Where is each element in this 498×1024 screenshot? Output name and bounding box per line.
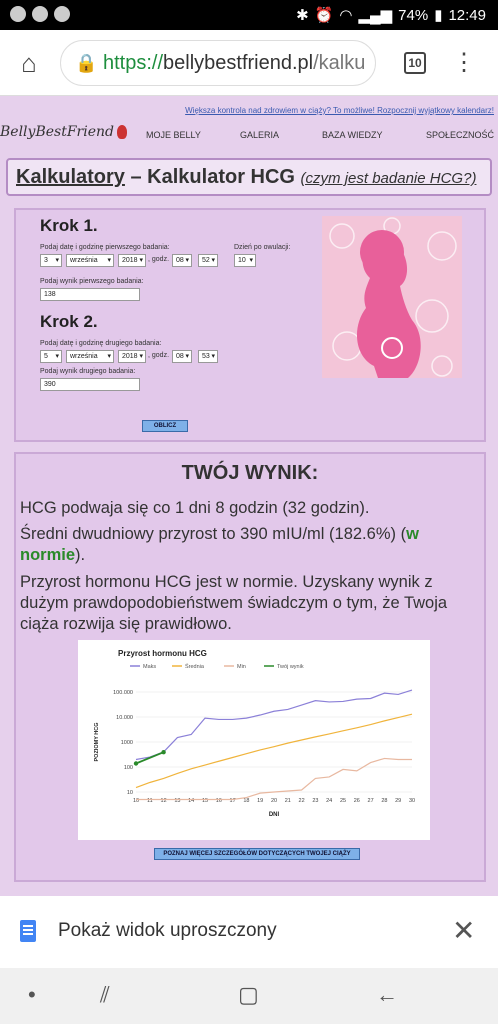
document-icon	[20, 920, 36, 942]
result-panel	[14, 452, 486, 882]
your-result-point	[161, 750, 165, 754]
y-tick-label: 10	[126, 790, 133, 796]
step1-minute-select[interactable]: 52 ▾	[198, 254, 218, 267]
main-nav	[146, 130, 498, 140]
home-icon[interactable]: ⌂	[21, 48, 37, 78]
simplified-view-banner	[0, 896, 498, 968]
promo-link[interactable]: Większa kontrola nad zdrowiem w ciąży? To możliwe! Rozpocznij wyjątkowy kalendarz!	[185, 106, 494, 115]
step2-date-label: Podaj datę i godzinę drugiego badania:	[40, 340, 162, 347]
interpretation-text: Przyrost hormonu HCG jest w normie. Uzyskany wynik z dużym prawdopodobieństwem świadczym o tym, że Twoja ciąża rozwija się prawidłowo.	[20, 573, 448, 633]
step2-year-select[interactable]: 2018 ▾	[118, 350, 146, 363]
hcg-info-link[interactable]: (czym jest badanie HCG?)	[300, 170, 477, 187]
step1-heading: Krok 1.	[40, 216, 98, 235]
dot-icon[interactable]: •	[28, 982, 36, 1007]
url-protocol: https://	[103, 52, 164, 74]
step2-day-select[interactable]: 5 ▾	[40, 350, 62, 363]
lock-icon: 🔒	[75, 53, 98, 73]
x-tick-label: 29	[395, 798, 402, 804]
pregnant-woman-illustration	[322, 216, 462, 378]
record-icon	[32, 6, 48, 22]
step1-day-select[interactable]: 3 ▾	[40, 254, 62, 267]
x-tick-label: 28	[381, 798, 388, 804]
x-axis-label: DNI	[268, 812, 280, 818]
chat-icon	[10, 6, 26, 22]
y-tick-label: 10.000	[116, 715, 133, 721]
x-tick-label: 23	[312, 798, 319, 804]
nav-galeria[interactable]: GALERIA	[240, 130, 280, 140]
series-line-min	[136, 758, 412, 799]
calculate-button[interactable]: OBLICZ	[142, 420, 188, 432]
logo-text: BellyBestFriend	[0, 124, 114, 140]
browser-toolbar	[0, 30, 498, 96]
x-tick-label: 27	[367, 798, 374, 804]
logo-mark-icon	[117, 125, 127, 139]
nav-baza-wiedzy[interactable]: BAZA WIEDZY	[322, 130, 383, 140]
x-tick-label: 12	[160, 798, 167, 804]
x-tick-label: 21	[284, 798, 291, 804]
notification-icons	[10, 6, 70, 22]
x-tick-label: 18	[243, 798, 250, 804]
step2-result-label: Podaj wynik drugiego badania:	[40, 368, 136, 375]
x-tick-label: 10	[132, 798, 140, 804]
ovulation-day-select[interactable]: 10 ▾	[234, 254, 256, 267]
x-tick-label: 20	[270, 798, 278, 804]
back-arrow-icon[interactable]: ←	[376, 982, 398, 1007]
x-tick-label: 17	[229, 798, 236, 804]
signal-icon: ▂▄▆	[358, 7, 393, 24]
step2-month-select[interactable]: września ▾	[66, 350, 114, 363]
x-tick-label: 30	[408, 798, 416, 804]
trash-icon	[54, 6, 70, 22]
growth-text-end: ).	[75, 546, 86, 564]
hcg-chart-svg	[78, 640, 430, 840]
step1-date-label: Podaj datę i godzinę pierwszego badania:	[40, 244, 170, 251]
pregnant-woman-icon	[322, 216, 462, 378]
step2-result-input[interactable]: 390	[40, 378, 140, 391]
series-line-twój-wynik	[136, 752, 164, 763]
doubling-time-text: HCG podwaja się co 1 dni 8 godzin (32 godzin).	[20, 499, 370, 517]
legend-label: Min	[237, 664, 246, 670]
page-title-text: – Kalkulator HCG	[124, 166, 301, 188]
x-tick-label: 11	[146, 798, 153, 804]
step2-godz-label: , godz.	[148, 352, 170, 359]
x-tick-label: 16	[215, 798, 222, 804]
page-title-box	[6, 158, 492, 196]
step2-heading: Krok 2.	[40, 312, 98, 331]
hcg-chart	[78, 640, 430, 840]
step1-year-select[interactable]: 2018 ▾	[118, 254, 146, 267]
chart-title: Przyrost hormonu HCG	[118, 649, 207, 658]
page-title	[16, 166, 476, 189]
y-axis-label: POZIOMY HCG	[94, 722, 100, 762]
legend-label: Maks	[143, 664, 157, 670]
simplified-view-link[interactable]: Pokaż widok uproszczony	[58, 920, 277, 941]
alarm-icon: ⏰	[314, 7, 334, 24]
y-tick-label: 1000	[120, 740, 133, 746]
more-details-button[interactable]: POZNAJ WIĘCEJ SZCZEGÓŁÓW DOTYCZĄCYCH TWOJEJ CIĄŻY	[154, 848, 360, 860]
x-tick-label: 14	[188, 798, 195, 804]
home-square-icon[interactable]: ▢	[238, 982, 259, 1007]
step1-result-label: Podaj wynik pierwszego badania:	[40, 278, 144, 285]
battery-icon: ▮	[434, 7, 443, 24]
result-title: TWÓJ WYNIK:	[181, 462, 319, 484]
ovulation-label: Dzień po owulacji:	[234, 244, 291, 251]
site-logo[interactable]	[0, 124, 127, 140]
step1-godz-label: , godz.	[148, 256, 170, 263]
address-bar[interactable]	[60, 40, 376, 86]
normal-status-badge: w normie	[20, 525, 419, 564]
step2-minute-select[interactable]: 53 ▾	[198, 350, 218, 363]
y-tick-label: 100.000	[113, 690, 133, 696]
growth-text	[20, 524, 482, 566]
clock: 12:49	[448, 6, 486, 24]
your-result-point	[134, 761, 138, 765]
x-tick-label: 26	[353, 798, 360, 804]
tabs-switcher-button[interactable]: 10	[404, 52, 426, 74]
x-tick-label: 19	[257, 798, 264, 804]
x-tick-label: 25	[339, 798, 347, 804]
nav-spolecznosc[interactable]: SPOŁECZNOŚĆ	[426, 130, 495, 140]
step1-result-input[interactable]: 138	[40, 288, 140, 301]
bluetooth-icon: ✱	[296, 7, 309, 24]
x-tick-label: 15	[201, 798, 209, 804]
x-tick-label: 22	[298, 798, 305, 804]
recent-apps-icon[interactable]: ⫽	[100, 982, 110, 1007]
nav-moje-belly[interactable]: MOJE BELLY	[146, 130, 201, 140]
battery-percent: 74%	[398, 6, 429, 24]
url-path: /kalku	[313, 52, 366, 74]
web-page	[0, 96, 498, 896]
step2-hour-select[interactable]: 08 ▾	[172, 350, 192, 363]
calculator-form	[14, 208, 486, 442]
system-nav-bar	[0, 968, 498, 1024]
status-bar	[0, 0, 498, 30]
x-tick-label: 24	[326, 798, 333, 804]
close-icon[interactable]: ✕	[452, 915, 476, 946]
series-line-średnia	[136, 714, 412, 787]
system-icons	[296, 6, 486, 24]
legend-label: Średnia	[185, 664, 204, 670]
wifi-icon: ◠	[339, 7, 353, 24]
x-tick-label: 13	[174, 798, 181, 804]
legend-label: Twój wynik	[277, 664, 304, 670]
y-tick-label: 100	[123, 765, 133, 771]
growth-text-main: Średni dwudniowy przyrost to 390 mIU/ml (182.6%) (	[20, 525, 407, 543]
url-host: bellybestfriend.pl	[163, 52, 314, 74]
overflow-menu-icon[interactable]: ⋮	[452, 49, 476, 76]
breadcrumb-kalkulatory[interactable]: Kalkulatory	[16, 166, 125, 188]
step1-month-select[interactable]: września ▾	[66, 254, 114, 267]
step1-hour-select[interactable]: 08 ▾	[172, 254, 192, 267]
